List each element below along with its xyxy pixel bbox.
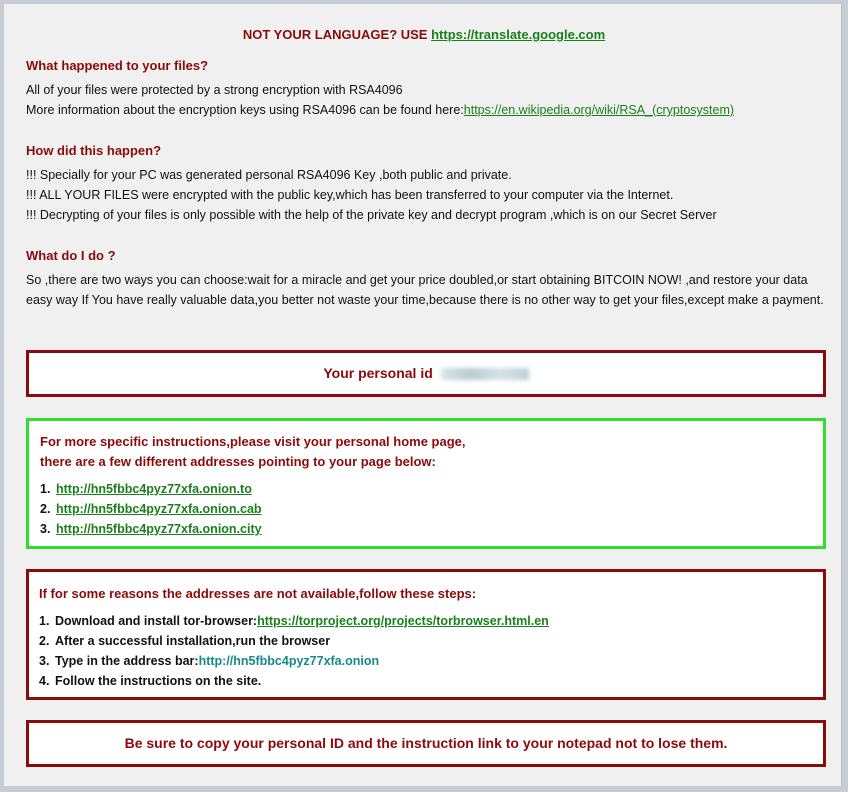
- wikipedia-link[interactable]: https://en.wikipedia.org/wiki/RSA_(cryptosystem): [463, 103, 735, 117]
- personal-id-value-blurred: [441, 368, 529, 380]
- section-title-what-happened: What happened to your files?: [26, 58, 209, 73]
- list-item: 3. Type in the address bar:http://hn5fbbc4pyz77xfa.onion: [39, 654, 380, 668]
- onion-links-list: [40, 479, 823, 539]
- instructions-box: [26, 418, 826, 549]
- instructions-intro-1: For more specific instructions,please visit your personal home page,: [40, 434, 466, 449]
- list-item: 1. http://hn5fbbc4pyz77xfa.onion.to: [40, 482, 252, 496]
- list-item: 2. After a successful installation,run the browser: [39, 634, 331, 648]
- list-item: 4. Follow the instructions on the site.: [39, 674, 262, 688]
- personal-id-label: Your personal id: [323, 365, 437, 381]
- copy-reminder-text: Be sure to copy your personal ID and the instruction link to your notepad not to lose them.: [124, 735, 728, 751]
- list-item: 3. http://hn5fbbc4pyz77xfa.onion.city: [40, 522, 262, 536]
- onion-link-cab[interactable]: http://hn5fbbc4pyz77xfa.onion.cab: [56, 502, 262, 516]
- how-line-1: !!! Specially for your PC was generated personal RSA4096 Key ,both public and private.: [26, 168, 512, 182]
- section-title-what-do-i-do: What do I do ?: [26, 248, 116, 263]
- language-header-text: NOT YOUR LANGUAGE? USE: [242, 27, 432, 42]
- onion-address: http://hn5fbbc4pyz77xfa.onion: [198, 654, 380, 668]
- tor-steps-list: [39, 611, 823, 691]
- list-item: 2. http://hn5fbbc4pyz77xfa.onion.cab: [40, 502, 262, 516]
- how-line-3: !!! Decrypting of your files is only possible with the help of the private key and decrypt program ,which is on our Secret Server: [26, 208, 717, 222]
- tor-project-link[interactable]: https://torproject.org/projects/torbrowser.html.en: [257, 614, 549, 628]
- list-item: 1. Download and install tor-browser:https://torproject.org/projects/torbrowser.html.en: [39, 614, 549, 628]
- section-title-how-happened: How did this happen?: [26, 143, 162, 158]
- more-info-text: More information about the encryption keys using RSA4096 can be found here:: [26, 103, 464, 117]
- copy-reminder-box: [26, 720, 826, 767]
- language-header: [0, 27, 848, 42]
- how-line-2: !!! ALL YOUR FILES were encrypted with the public key,which has been transferred to your computer via the Internet.: [26, 188, 674, 202]
- encryption-info-line: All of your files were protected by a strong encryption with RSA4096: [26, 83, 403, 97]
- window-bottom-edge: [0, 786, 848, 792]
- instructions-intro-2: there are a few different addresses pointing to your page below:: [40, 454, 436, 469]
- onion-link-to[interactable]: http://hn5fbbc4pyz77xfa.onion.to: [56, 482, 252, 496]
- tor-steps-box: [26, 569, 826, 700]
- translate-link[interactable]: https://translate.google.com: [431, 27, 606, 42]
- onion-link-city[interactable]: http://hn5fbbc4pyz77xfa.onion.city: [56, 522, 262, 536]
- tor-steps-intro: If for some reasons the addresses are not available,follow these steps:: [39, 586, 477, 601]
- what-to-do-paragraph: So ,there are two ways you can choose:wait for a miracle and get your price doubled,or start obtaining BITCOIN NOW! ,and restore your data easy way If You have really valuable data,you better not waste your time,because there is no other way to get your files,except make a payment.: [26, 273, 824, 307]
- personal-id-line: [29, 353, 823, 394]
- more-info-line: [26, 103, 734, 117]
- personal-id-box: [26, 350, 826, 397]
